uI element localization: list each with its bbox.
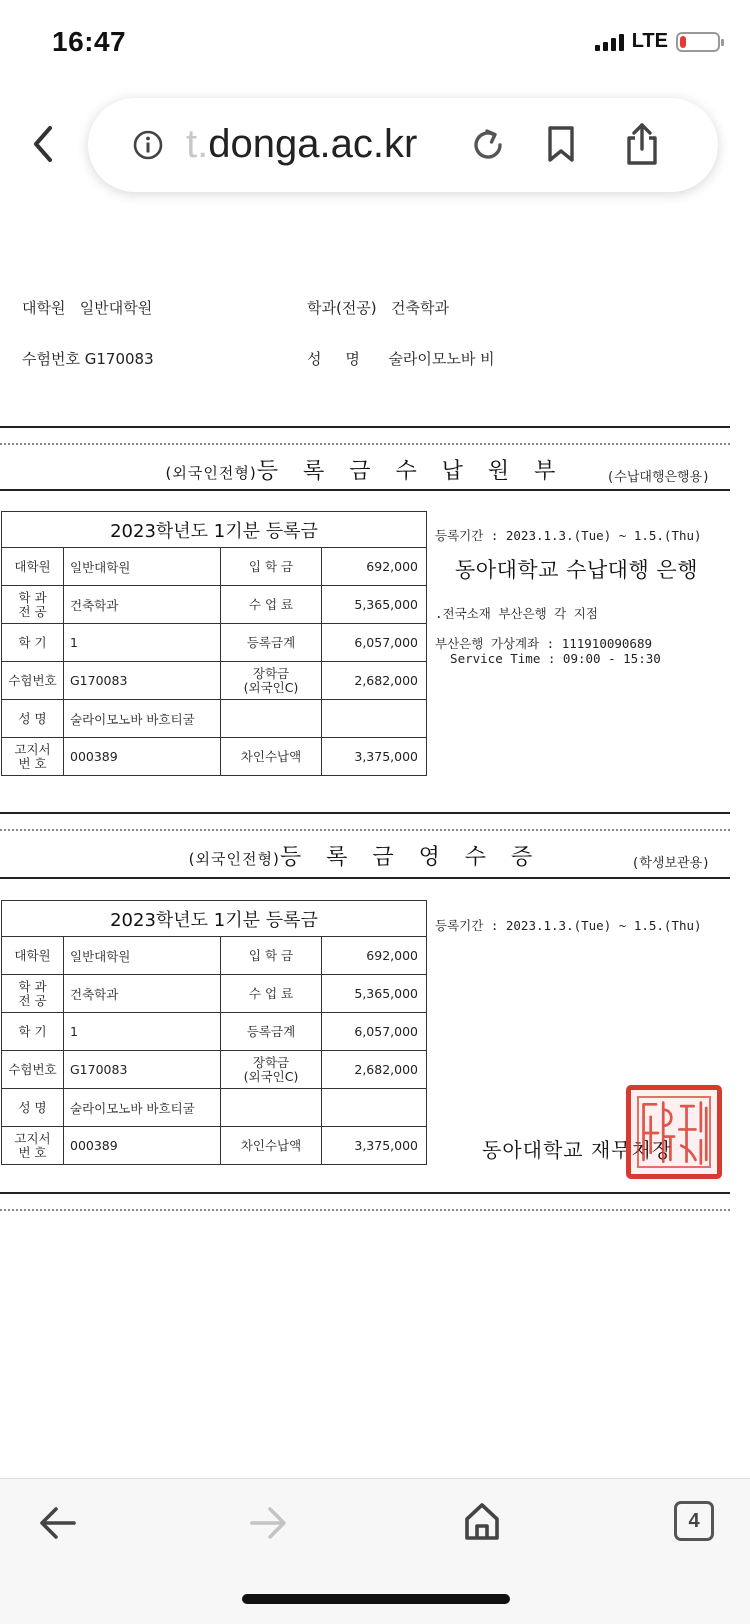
row-value: 일반대학원	[64, 548, 221, 586]
row-label: 대학원	[2, 937, 64, 975]
row-label: 고지서 번 호	[2, 1127, 64, 1165]
fee-amount: 692,000	[322, 937, 427, 975]
section-title-prefix: (외국인전형)	[188, 850, 280, 868]
row-label: 고지서 번 호	[2, 738, 64, 776]
fee-label: 등록금계	[221, 1013, 322, 1051]
header-name	[307, 348, 495, 369]
table-row	[2, 738, 427, 776]
header-dept	[307, 297, 449, 318]
dotted-divider	[0, 1209, 730, 1211]
dotted-divider	[0, 829, 730, 831]
battery-level	[680, 36, 686, 48]
fee-amount: 2,682,000	[322, 662, 427, 700]
section-title-prefix: (외국인전형)	[165, 464, 257, 482]
reload-icon[interactable]	[470, 126, 506, 164]
signal-icon	[595, 33, 624, 51]
row-label: 학 기	[2, 1013, 64, 1051]
fee-amount: 3,375,000	[322, 1127, 427, 1165]
divider	[0, 426, 730, 428]
table-row	[2, 662, 427, 700]
fee-amount	[322, 1089, 427, 1127]
fee-label: 수 업 료	[221, 586, 322, 624]
bookmark-icon[interactable]	[546, 125, 576, 163]
table-row	[2, 700, 427, 738]
url-text[interactable]	[186, 122, 417, 167]
fee-label: 차인수납액	[221, 1127, 322, 1165]
header-exam	[22, 348, 154, 369]
fee-amount: 3,375,000	[322, 738, 427, 776]
fee-label: 장학금 (외국인C)	[221, 662, 322, 700]
row-value: G170083	[64, 662, 221, 700]
divider	[0, 1192, 730, 1194]
home-icon[interactable]	[462, 1501, 502, 1541]
seal-glyphs	[631, 1090, 717, 1174]
divider	[0, 489, 730, 491]
virtual-account: 부산은행 가상계좌 : 111910090689	[435, 636, 653, 651]
bank-branches: .전국소재 부산은행 각 지점	[435, 606, 598, 621]
section-note: (학생보관용)	[631, 856, 710, 871]
fee-label: 입 학 금	[221, 548, 322, 586]
official-seal-stamp	[626, 1085, 722, 1179]
header-exam-label: 수험번호	[22, 350, 80, 368]
row-value: 건축학과	[64, 975, 221, 1013]
header-grad	[22, 297, 152, 318]
row-value: G170083	[64, 1051, 221, 1089]
back-chevron-icon[interactable]	[28, 124, 60, 164]
table-row	[2, 1127, 427, 1165]
status-time: 16:47	[52, 26, 127, 57]
table-row	[2, 975, 427, 1013]
fee-amount: 5,365,000	[322, 586, 427, 624]
bank-title: 동아대학교 수납대행 은행	[455, 558, 698, 582]
fee-amount: 2,682,000	[322, 1051, 427, 1089]
row-value: 술라이모노바 바흐티굴	[64, 700, 221, 738]
row-label: 성 명	[2, 700, 64, 738]
section-note: (수납대행은행용)	[606, 470, 710, 485]
row-value: 건축학과	[64, 586, 221, 624]
fee-amount	[322, 700, 427, 738]
row-value: 술라이모노바 바흐티굴	[64, 1089, 221, 1127]
table-row	[2, 1013, 427, 1051]
section-title-text: 등 록 금 영 수 증	[279, 845, 542, 870]
table-row	[2, 1051, 427, 1089]
fee-table-receipt	[1, 900, 427, 1165]
header-grad-value: 일반대학원	[79, 299, 153, 317]
arrow-left-icon[interactable]	[38, 1505, 78, 1541]
fee-table-bank	[1, 511, 427, 776]
row-label: 학 과 전 공	[2, 975, 64, 1013]
header-grad-label: 대학원	[22, 299, 66, 317]
document	[0, 190, 750, 1480]
row-label: 수험번호	[2, 1051, 64, 1089]
fee-amount: 6,057,000	[322, 1013, 427, 1051]
row-label: 성 명	[2, 1089, 64, 1127]
divider	[0, 812, 730, 814]
row-value: 000389	[64, 738, 221, 776]
header-dept-label: 학과(전공)	[307, 299, 377, 317]
arrow-right-icon[interactable]	[248, 1505, 288, 1541]
header-dept-value: 건축학과	[390, 299, 449, 317]
divider	[0, 877, 730, 879]
fee-amount: 6,057,000	[322, 624, 427, 662]
section-title-text: 등 록 금 수 납 원 부	[256, 459, 565, 484]
table-row	[2, 586, 427, 624]
row-value: 일반대학원	[64, 937, 221, 975]
row-label: 학 과 전 공	[2, 586, 64, 624]
header-name-value: 술라이모노바 비	[388, 350, 495, 368]
row-label: 대학원	[2, 548, 64, 586]
row-value: 1	[64, 1013, 221, 1051]
table-row	[2, 937, 427, 975]
fee-amount: 5,365,000	[322, 975, 427, 1013]
fee-table-heading: 2023학년도 1기분 등록금	[2, 901, 427, 937]
table-row	[2, 624, 427, 662]
table-row	[2, 1089, 427, 1127]
home-indicator[interactable]	[242, 1594, 510, 1604]
section-title-receipt	[0, 840, 730, 871]
fee-label	[221, 700, 322, 738]
battery-icon	[676, 32, 720, 52]
table-row	[2, 548, 427, 586]
dotted-divider	[0, 443, 730, 445]
url-faded-prefix: t.	[186, 122, 209, 166]
url-domain: donga.ac.kr	[208, 122, 418, 166]
treasurer-signature: 동아대학교 재무처장	[482, 1138, 673, 1162]
service-time: Service Time : 09:00 - 15:30	[435, 651, 661, 666]
header-exam-value: G170083	[84, 350, 154, 368]
fee-label: 등록금계	[221, 624, 322, 662]
row-value: 000389	[64, 1127, 221, 1165]
fee-label	[221, 1089, 322, 1127]
registration-period: 등록기간 : 2023.1.3.(Tue) ~ 1.5.(Thu)	[435, 528, 702, 543]
header-name-label: 성 명	[307, 350, 360, 368]
fee-amount: 692,000	[322, 548, 427, 586]
registration-period: 등록기간 : 2023.1.3.(Tue) ~ 1.5.(Thu)	[435, 918, 702, 933]
share-icon[interactable]	[624, 122, 660, 166]
fee-label: 수 업 료	[221, 975, 322, 1013]
info-icon[interactable]	[132, 129, 164, 161]
row-value: 1	[64, 624, 221, 662]
row-label: 학 기	[2, 624, 64, 662]
address-bar[interactable]	[88, 98, 718, 192]
fee-table-heading: 2023학년도 1기분 등록금	[2, 512, 427, 548]
fee-label: 장학금 (외국인C)	[221, 1051, 322, 1089]
fee-label: 차인수납액	[221, 738, 322, 776]
tabs-button[interactable]: 4	[674, 1501, 714, 1541]
fee-label: 입 학 금	[221, 937, 322, 975]
network-label: LTE	[631, 30, 668, 52]
status-icons	[595, 30, 720, 53]
row-label: 수험번호	[2, 662, 64, 700]
